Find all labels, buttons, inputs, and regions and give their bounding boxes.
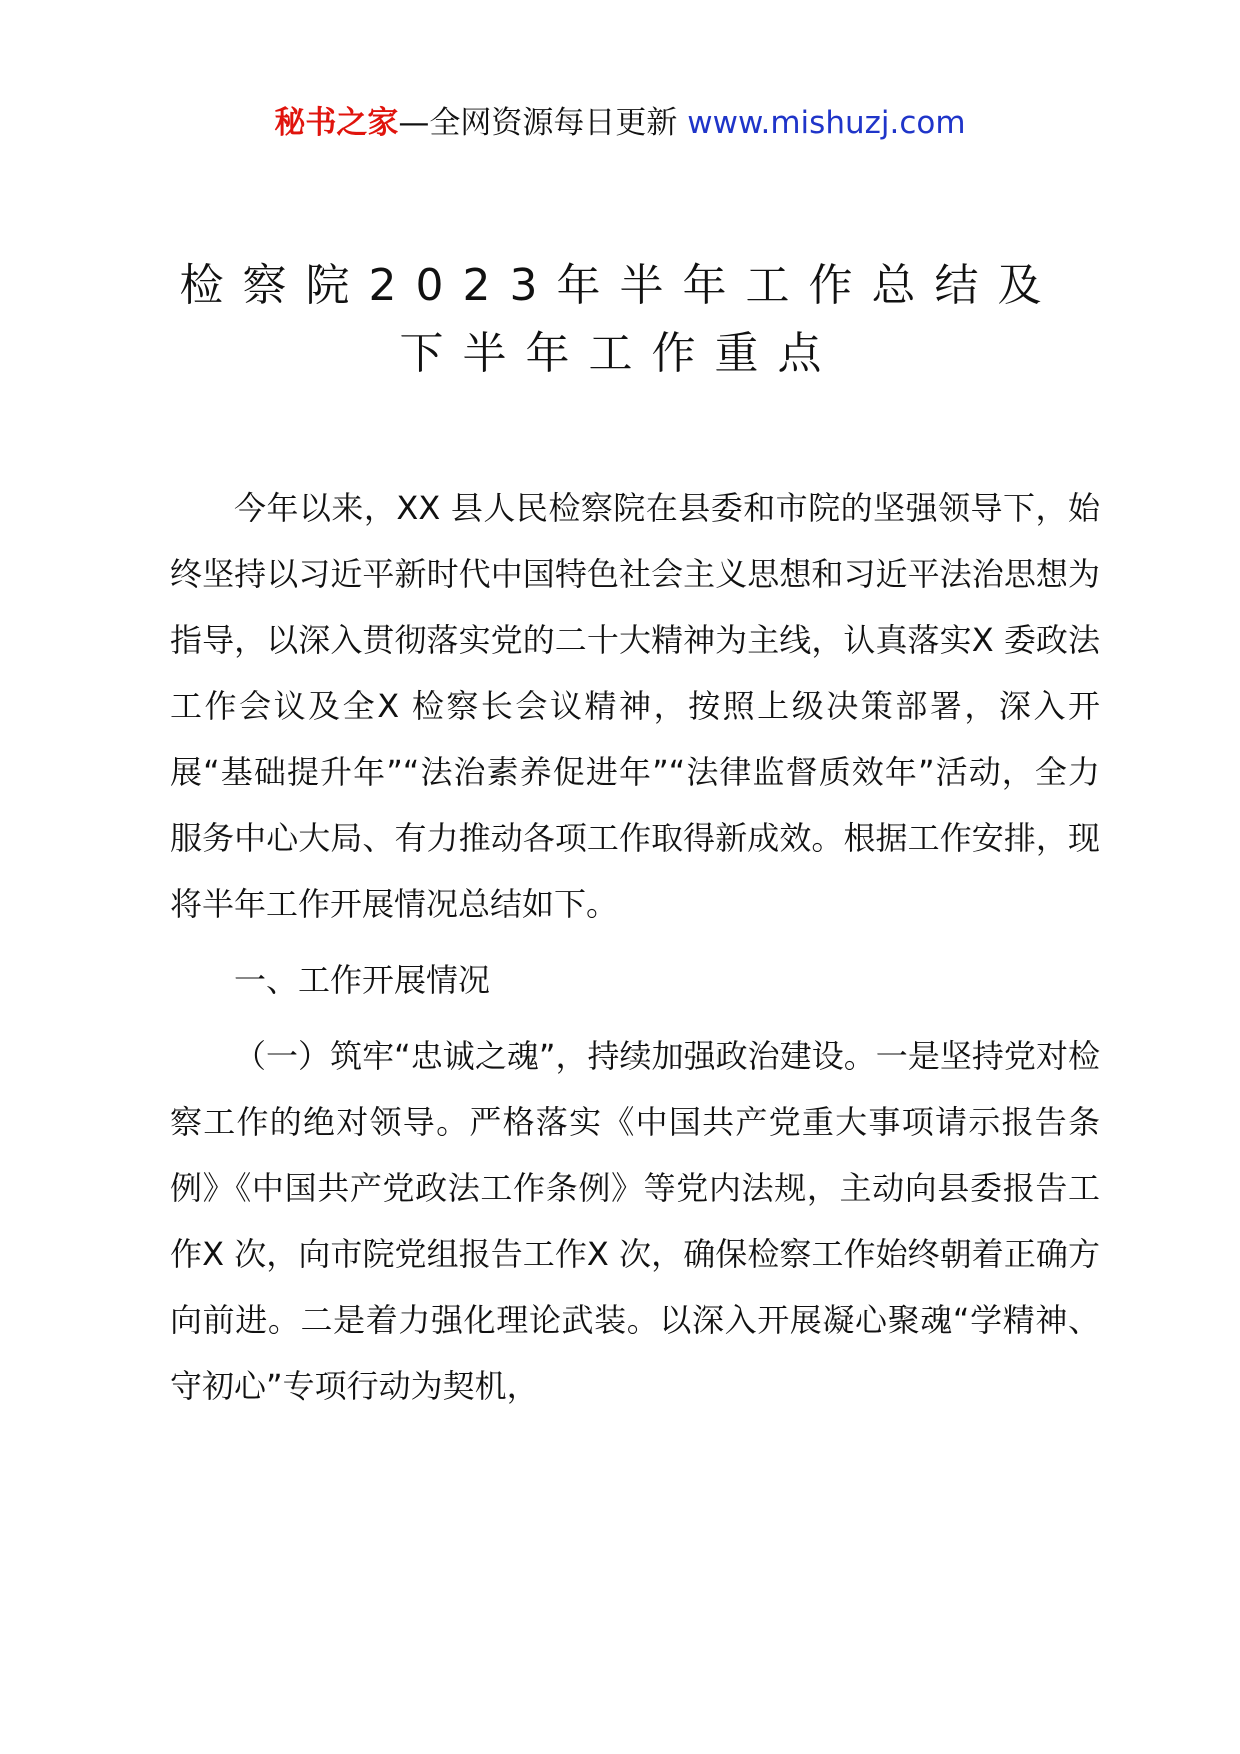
site-url-link[interactable]: www.mishuzj.com — [687, 105, 966, 141]
document-title — [0, 252, 1240, 388]
header-tagline: —全网资源每日更新 — [398, 105, 688, 141]
document-body — [170, 475, 1100, 1429]
brand-name: 秘书之家 — [274, 105, 399, 141]
section-1-paragraph-1: （一）筑牢“忠诚之魂”，持续加强政治建设。一是坚持党对检察工作的绝对领导。严格落实《中国共产党重大事项请示报告条例》《中国共产党政法工作条例》等党内法规，主动向县委报告工作X 次，向市院党组报告工作X 次，确保检察工作始终朝着正确方向前进。二是着力强化理论武装。以深入开展凝心聚魂“学精神、守初心”专项行动为契机， — [170, 1037, 1100, 1405]
title-line-2: 下半年工作重点 — [399, 328, 841, 379]
header-banner — [0, 100, 1240, 146]
title-line-1: 检察院2023年半年工作总结及 — [179, 260, 1061, 311]
section-heading-1: 一、工作开展情况 — [234, 961, 491, 999]
intro-paragraph: 今年以来，XX 县人民检察院在县委和市院的坚强领导下，始终坚持以习近平新时代中国特色社会主义思想和习近平法治思想为指导，以深入贯彻落实党的二十大精神为主线，认真落实X 委政法工作会议及全X 检察长会议精神，按照上级决策部署，深入开展“基础提升年”“法治素养促进年”“法律监督质效年”活动，全力服务中心大局、有力推动各项工作取得新成效。根据工作安排，现将半年工作开展情况总结如下。 — [170, 489, 1100, 923]
